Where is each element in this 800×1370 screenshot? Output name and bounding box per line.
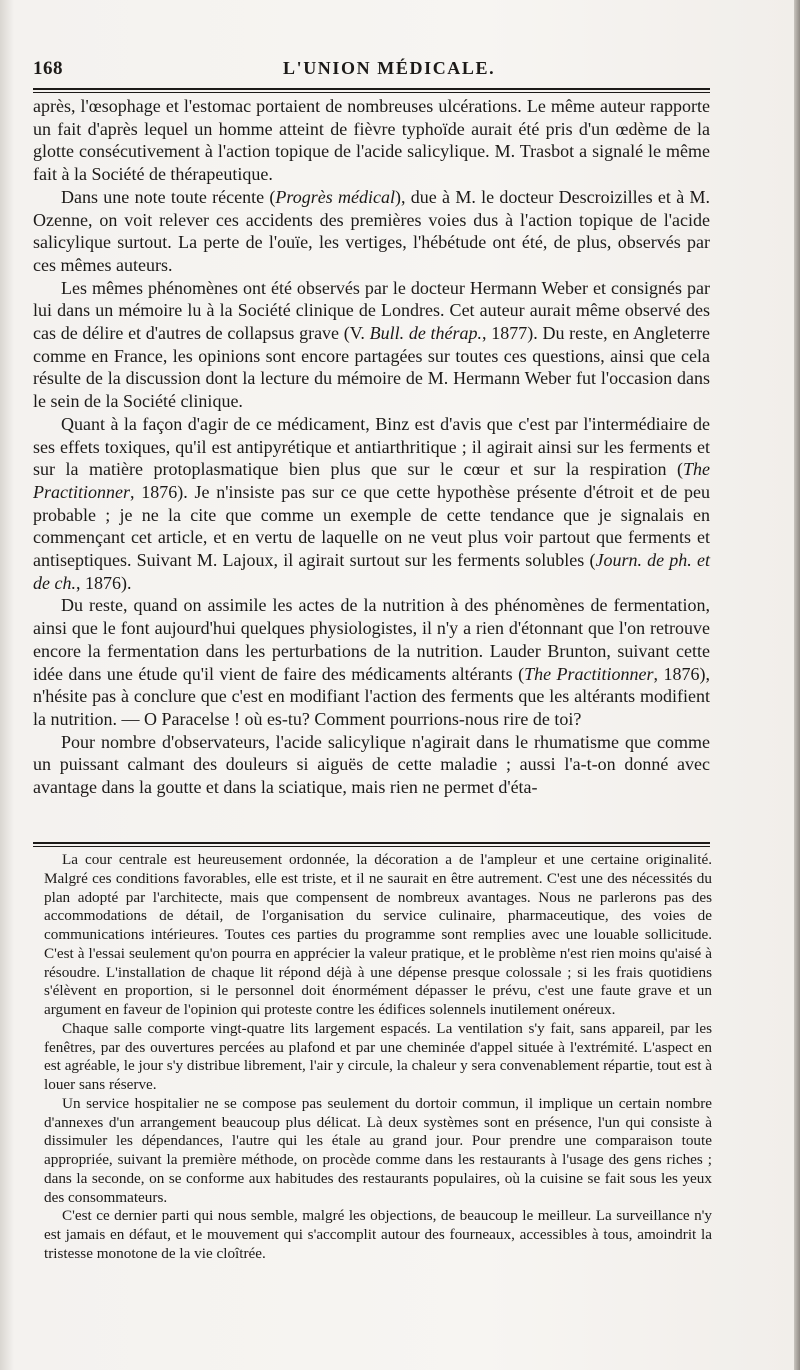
footnote-paragraph: La cour centrale est heureusement ordonnée, la décoration a de l'ampleur et une certaine originalité. Malgré ces conditions favorables, elle est triste, et il ne saurait en être autrement. C'est une des nécessités du plan adopté par l'architecte, mais que compensent de nombreux avantages. Nous ne parlerons pas des accommodations de détail, de l'organisation du service culinaire, pharmaceutique, des voies de communications intérieures. Toutes ces parties du programme sont remplies avec une louable sollicitude. C'est à l'essai seulement qu'on pourra en apprécier la valeur pratique, et le problème n'est rien moins qu'aisé à résoudre. L'installation de chaque lit répond déjà à une dépense presque colossale ; si les frais quotidiens s'élèvent en proportion, si le personnel doit énormément dépasser le prévu, c'est une faute grave et un argument en faveur de l'opinion qui proteste contre les édifices solennels inutilement onéreux. <box>44 851 712 1018</box>
footnote-rule <box>33 842 710 847</box>
paragraph: Pour nombre d'observateurs, l'acide salicylique n'agirait dans le rhumatisme que comme un puissant calmant des douleurs si aiguës de cette maladie ; aussi l'a-t-on donné avec avantage dans la goutte et dans la sciatique, mais rien ne permet d'éta- <box>33 731 710 798</box>
main-text <box>33 95 710 799</box>
paragraph: Dans une note toute récente (Progrès médical), due à M. le docteur Descroizilles et à M. Ozenne, on voit relever ces accidents des premières voies dus à l'action topique de l'acide salicylique surtout. La perte de l'ouïe, les vertiges, l'hébétude ont été, de plus, observés par ces mêmes auteurs. <box>33 186 710 275</box>
paragraph: Les mêmes phénomènes ont été observés par le docteur Hermann Weber et consignés par lui dans un mémoire lu à la Société clinique de Londres. Cet auteur aurait même observé des cas de délire et d'autres de collapsus grave (V. Bull. de thérap., 1877). Du reste, en Angleterre comme en France, les opinions sont encore partagées sur toutes ces questions, ainsi que cela résulte de la discussion dont la lecture du mémoire de M. Hermann Weber fut l'occasion dans le sein de la Société clinique. <box>33 277 710 412</box>
paragraph: après, l'œsophage et l'estomac portaient de nombreuses ulcérations. Le même auteur rapporte un fait d'après lequel un homme atteint de fièvre typhoïde aurait été pris d'un œdème de la glotte consécutivement à l'action topique de l'acide salicylique. M. Trasbot a signalé le même fait à la Société de thérapeutique. <box>33 96 710 185</box>
footnote-paragraph: Un service hospitalier ne se compose pas seulement du dortoir commun, il implique un certain nombre d'annexes d'un arrangement beaucoup plus délicat. Là deux systèmes sont en présence, l'un qui consiste à dissimuler les dépendances, l'autre qui les étale au grand jour. Pour prendre une comparaison toute appropriée, suivant la première méthode, on procède comme dans les restaurants à l'usage des gens riches ; dans la seconde, on se conforme aux habitudes des restaurants populaires, où la cuisine se fait sous les yeux des consommateurs. <box>44 1094 712 1206</box>
feuilleton-text <box>44 851 712 1264</box>
page-header <box>33 56 710 86</box>
footnote-paragraph: Chaque salle comporte vingt-quatre lits largement espacés. La ventilation s'y fait, sans appareil, par les fenêtres, par des ouvertures percées au plafond et par une cheminée d'appel située à l'extrémité. L'aspect en est agréable, le jour s'y distribue librement, l'air y circule, la chaleur y sera convenablement répartie, tout est à louer sans réserve. <box>44 1019 712 1093</box>
running-title: L'UNION MÉDICALE. <box>283 58 496 78</box>
paragraph: Du reste, quand on assimile les actes de la nutrition à des phénomènes de fermentation, ainsi que le font aujourd'hui quelques physiologistes, il n'y a rien d'étonnant que l'on retrouve encore la fermentation dans les perturbations de la nutrition. Lauder Brunton, suivant cette idée dans une étude qu'il vient de faire des médicaments altérants (The Practitionner, 1876), n'hésite pas à conclure que c'est en modifiant l'action des ferments que les altérants modifient la nutrition. — O Paracelse ! où es-tu? Comment pourrions-nous rire de toi? <box>33 595 710 729</box>
page-number: 168 <box>33 58 63 79</box>
header-rule <box>33 88 710 93</box>
footnote-paragraph: C'est ce dernier parti qui nous semble, malgré les objections, de beaucoup le meilleur. La surveillance n'y est jamais en défaut, et le mouvement qui s'accomplit autour des fourneaux, accessibles à tous, amoindrit la tristesse monotone de la vie cloîtrée. <box>44 1207 712 1262</box>
paragraph: Quant à la façon d'agir de ce médicament, Binz est d'avis que c'est par l'intermédiaire de ses effets toxiques, qu'il est antipyrétique et antiarthritique ; il agirait ainsi sur les ferments et sur la matière protoplasmatique bien plus que sur le cœur et sur la respiration (The Practitionner, 1876). Je n'insiste pas sur ce que cette hypothèse présente d'étroit et de peu probable ; je ne la cite que comme un exemple de cette tendance que je signalais en commençant cet article, et en vertu de laquelle on ne veut plus voir partout que ferments et antiseptiques. Suivant M. Lajoux, il agirait surtout sur les ferments solubles (Journ. de ph. et de ch., 1876). <box>33 413 710 593</box>
